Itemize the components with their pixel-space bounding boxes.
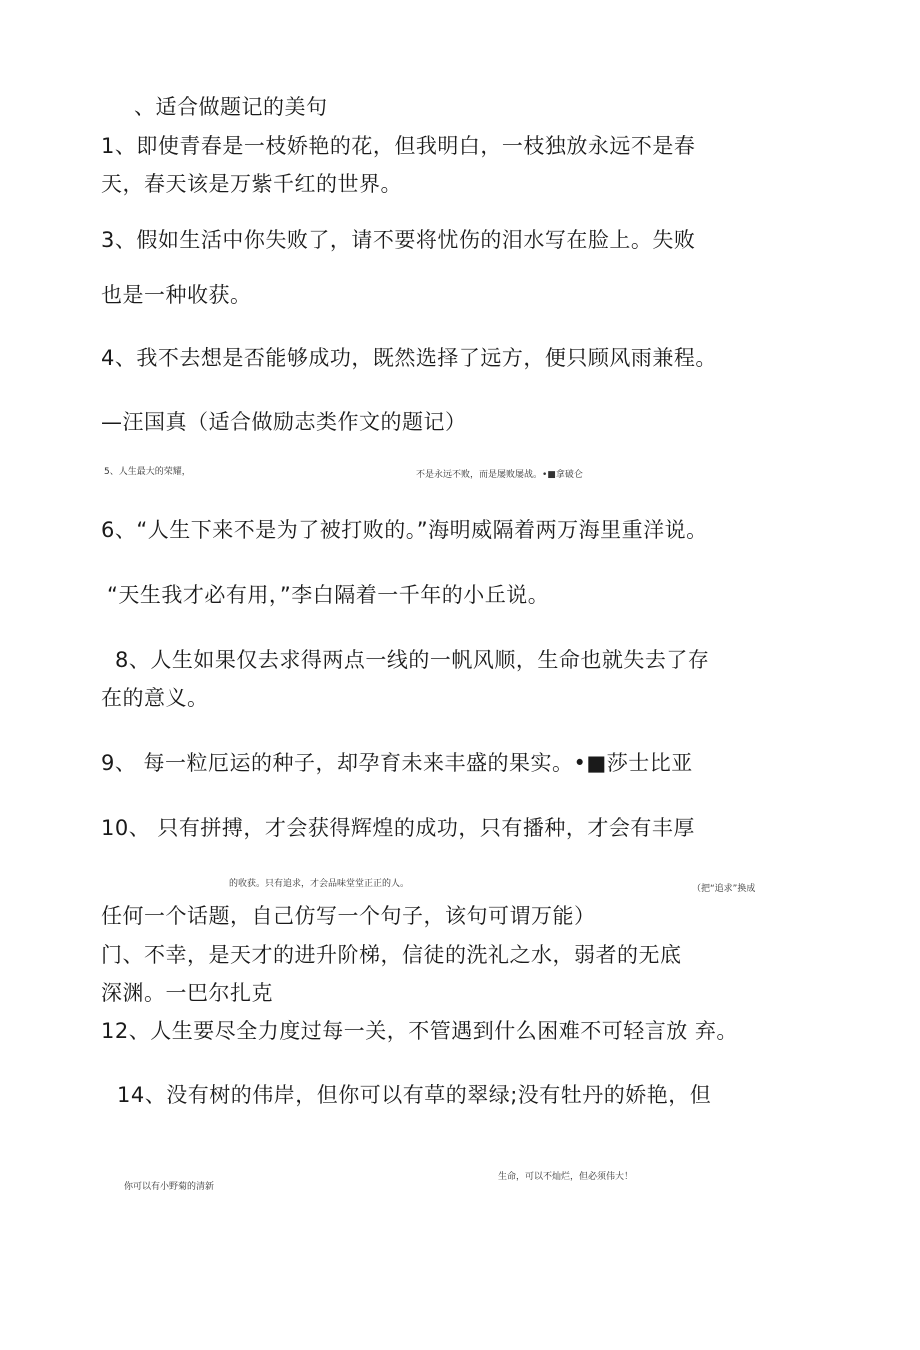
quote-4-attribution: —汪国真（适合做励志类作文的题记） [101,410,467,434]
quote-3-line-1: 3、假如生活中你失败了，请不要将忧伤的泪水写在脸上。失败 [101,228,696,252]
quote-10-line-1: 10、 只有拼搏，才会获得辉煌的成功，只有播种，才会有丰厚 [101,816,695,840]
quote-9: 9、 每一粒厄运的种子，却孕育未来丰盛的果实。•■莎士比亚 [101,751,693,775]
quote-11-line-1: 门、不幸，是天才的进升阶梯，信徒的洗礼之水，弱者的无底 [101,943,682,967]
quote-3-line-2: 也是一种收获。 [101,283,252,307]
quote-10-fragment-right: （把“追求”换成 [692,884,756,894]
section-heading: 、适合做题记的美句 [134,95,328,119]
quote-5-fragment-left: 5、人生最大的荣耀， [104,467,191,477]
quote-11-line-2: 深渊。一巴尔扎克 [101,981,273,1005]
quote-5-fragment-right: 不是永远不败，而是屡败屡战。•■拿破仑 [416,470,583,480]
quote-6-line-2: “天生我才必有用，”李白隔着一千年的小丘说。 [107,583,550,607]
quote-12: 12、人生要尽全力度过每一关，不管遇到什么困难不可轻言放 弃。 [101,1019,738,1043]
note-line: 任何一个话题，自己仿写一个句子，该句可谓万能） [101,904,596,928]
quote-1-line-1: 1、即使青春是一枝娇艳的花，但我明白，一枝独放永远不是春 [101,134,696,158]
quote-1-line-2: 天，春天该是万紫千红的世界。 [101,172,402,196]
quote-14-line-1: 14、没有树的伟岸，但你可以有草的翠绿;没有牡丹的娇艳，但 [117,1083,712,1107]
quote-14-fragment-right: 生命，可以不灿烂，但必须伟大！ [498,1172,634,1182]
quote-4-line-1: 4、我不去想是否能够成功，既然选择了远方，便只顾风雨兼程。 [101,346,717,370]
quote-6-line-1: 6、“人生下来不是为了被打败的。”海明威隔着两万海里重洋说。 [101,518,708,542]
quote-8-line-1: 8、人生如果仅去求得两点一线的一帆风顺，生命也就失去了存 [115,648,710,672]
quote-8-line-2: 在的意义。 [101,686,209,710]
quote-14-fragment-left: 你可以有小野菊的清新 [124,1182,215,1192]
quote-10-fragment-left: 的收获。只有追求，才会品味堂堂正正的人。 [229,879,410,889]
